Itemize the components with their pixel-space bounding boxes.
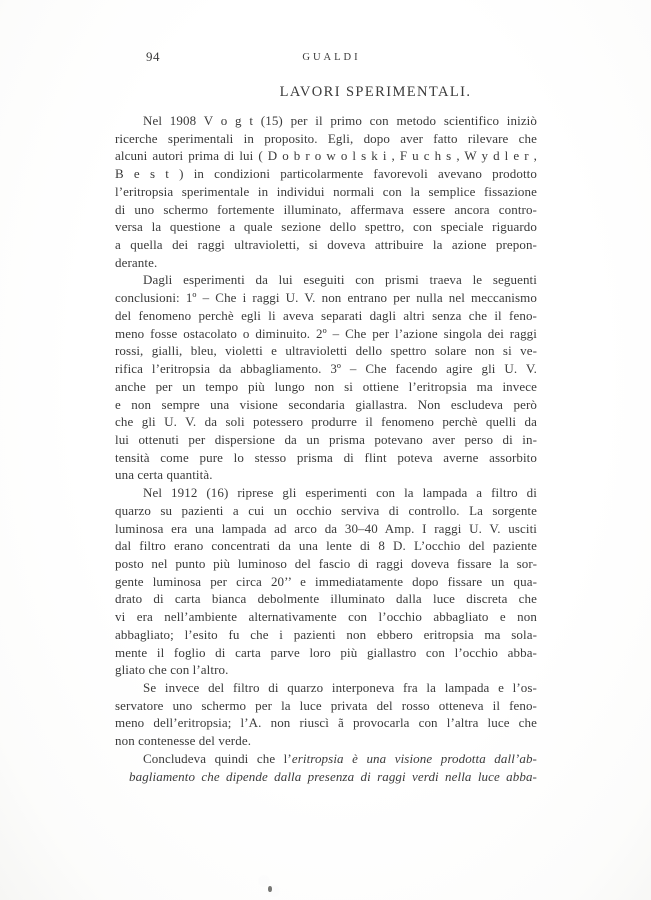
text-line: drato di carta bianca debolmente illuminato dalla luce discreta che	[115, 591, 537, 607]
text-line: conclusioni: 1º – Che i raggi U. V. non entrano per nulla nel meccanismo	[115, 290, 537, 306]
scan-speck-artifact	[268, 886, 272, 892]
running-head: GUALDI	[302, 52, 361, 63]
text-line: e non sempre una visione secondaria giallastra. Non escludeva però	[115, 396, 537, 412]
text-line: meno fosse ostacolato o diminuito. 2º – Che per l’azione singola dei raggi	[115, 325, 537, 341]
text-line: del fenomeno perchè egli li aveva separati dagli altri senza che il feno-	[115, 307, 537, 323]
body-text	[115, 112, 537, 785]
text-line: vi era nell’ambiente alternativamente con l’occhio abbagliato e non	[115, 609, 537, 625]
text-line: luminosa era una lampada ad arco da 30–40 Amp. I raggi U. V. usciti	[115, 520, 537, 536]
text-line: Nel 1912 (16) riprese gli esperimenti con la lampada a filtro di	[143, 485, 537, 501]
text-line: Dagli esperimenti da lui eseguiti con prismi traeva le seguenti	[143, 272, 537, 288]
text-line: versa la questione a quale sezione dello spettro, con speciale riguardo	[115, 219, 537, 235]
text-line: ricerche sperimentali in proposito. Egli, dopo aver fatto rilevare che	[115, 130, 537, 146]
italic-text: eritropsia è una visione prodotta dall’ab-	[291, 750, 537, 766]
paragraph-lead-roman: Concludeva quindi che l’	[143, 750, 292, 766]
text-line: lui ottenuti per dispersione da un prisma potevano aver perso di in-	[115, 431, 537, 447]
text-line: mente il foglio di carta parve loro più giallastro con l’occhio abba-	[115, 644, 537, 660]
text-line: Nel 1908 V o g t (15) per il primo con metodo scientifico iniziò	[143, 113, 537, 128]
text-line: non contenesse del verde.	[115, 733, 252, 749]
text-line: tensità come pure lo stesso prisma di flint poteva averne assorbito	[115, 449, 537, 465]
text-line: posto nel punto più luminoso del fascio di raggi doveva fissare la sor-	[115, 555, 537, 571]
text-line: alcuni autori prima di lui ( D o b r o w o l s k i , F u c h s , W y d l e r ,	[115, 148, 537, 164]
text-line: bagliamento che dipende dalla presenza di raggi verdi nella luce abba-	[129, 768, 537, 784]
text-line: di uno schermo fortemente illuminato, affermava essere ancora contro-	[115, 201, 537, 217]
text-line: che gli U. V. da soli potessero produrre il fenomeno perchè quelli da	[115, 414, 537, 430]
page-number: 94	[146, 49, 160, 64]
text-line: una certa quantità.	[115, 467, 213, 483]
text-line: meno dell’eritropsia; l’A. non riuscì ã provocarla con l’altra luce che	[115, 715, 537, 731]
text-line: a quella dei raggi ultravioletti, si doveva attribuire la azione prepon-	[115, 237, 537, 253]
text-line: Se invece del filtro di quarzo interponeva fra la lampada e l’os-	[143, 680, 537, 695]
text-line: rossi, gialli, bleu, violetti e ultravioletti dello spettro solare non si ve-	[115, 343, 537, 359]
text-line: gliato che con l’altro.	[115, 662, 229, 678]
text-line: anche per un tempo più lungo non si ottiene l’eritropsia ma invece	[115, 378, 537, 394]
text-line: B e s t ) in condizioni particolarmente favorevoli avevano prodotto	[115, 166, 537, 182]
text-line: rifica l’eritropsia da abbagliamento. 3º – Che facendo agire gli U. V.	[115, 361, 537, 377]
text-line: gente luminosa per circa 20’’ e immediatamente dopo fissare un qua-	[115, 573, 537, 589]
text-line: servatore uno schermo per la luce privata del rosso otteneva il feno-	[115, 697, 537, 713]
text-line: abbagliato; l’esito fu che i pazienti non ebbero eritropsia ma sola-	[115, 626, 537, 642]
text-line: derante.	[115, 254, 158, 270]
section-title: LAVORI SPERIMENTALI.	[279, 84, 472, 100]
text-line: dal filtro erano concentrati da una lente di 8 D. L’occhio del paziente	[115, 538, 537, 554]
text-line: quarzo su pazienti a cui un occhio serviva di controllo. La sorgente	[115, 502, 537, 518]
text-line	[115, 750, 537, 768]
text-line: l’eritropsia sperimentale in individui normali con la semplice fissazione	[115, 183, 537, 199]
